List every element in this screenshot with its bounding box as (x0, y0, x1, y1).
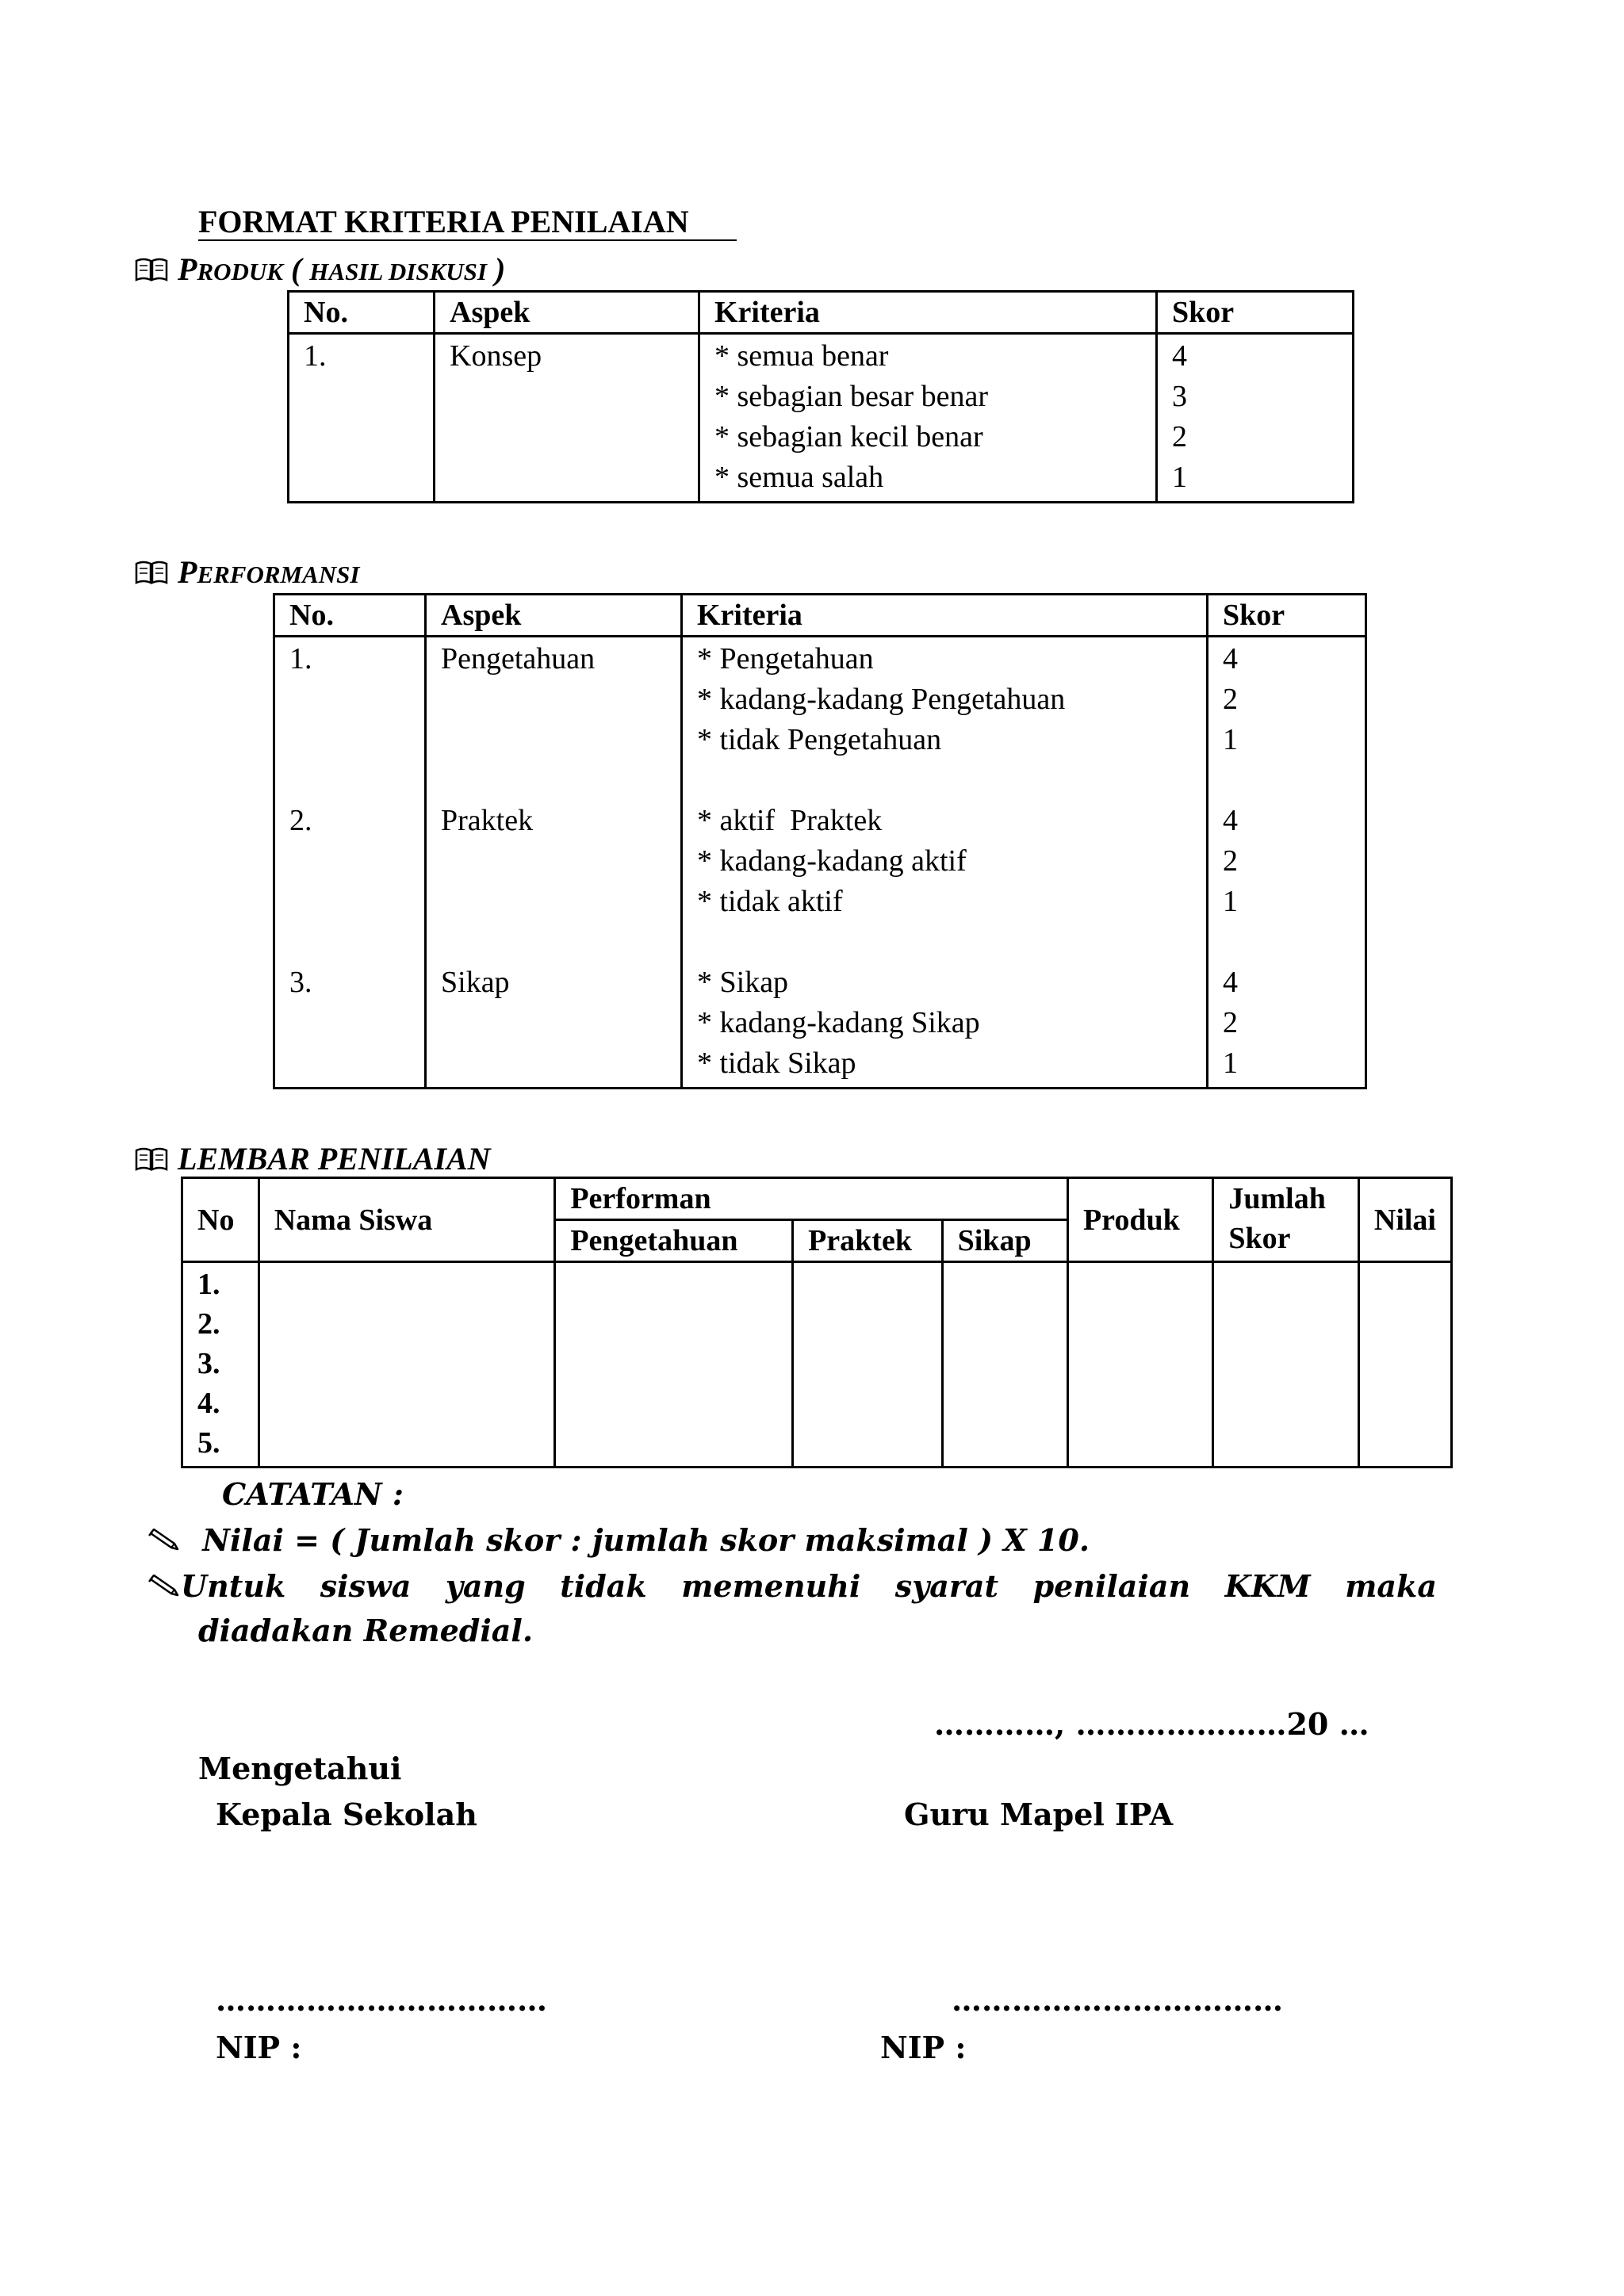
header-sikap: Sikap (942, 1220, 1067, 1262)
table-header-row (274, 595, 1366, 637)
note-2-line-2: diadakan Remedial. (198, 1613, 534, 1648)
header-praktek: Praktek (793, 1220, 943, 1262)
signature-line-right: …………………………… (952, 1982, 1283, 2018)
table-row (274, 637, 1366, 1089)
header-aspek: Aspek (426, 595, 682, 637)
cell-no: 1. (289, 334, 435, 503)
mengetahui-label: Mengetahui (198, 1751, 402, 1786)
header-jumlah-skor: Jumlah Skor (1213, 1178, 1359, 1262)
book-icon (135, 255, 168, 281)
date-line: …………, …………………20 … (934, 1706, 1369, 1742)
signature-line-left: …………………………… (216, 1982, 547, 2018)
table-header-row (289, 292, 1354, 334)
header-skor: Skor (1208, 595, 1366, 637)
kepala-sekolah-label: Kepala Sekolah (216, 1797, 477, 1832)
cell-praktek (793, 1262, 943, 1468)
cell-jumlah-skor (1213, 1262, 1359, 1468)
header-kriteria: Kriteria (682, 595, 1208, 637)
table-row (182, 1262, 1452, 1468)
cell-sikap (942, 1262, 1067, 1468)
cell-nama-siswa (259, 1262, 555, 1468)
nip-right: NIP : (880, 2030, 967, 2065)
note-2-line-1: Untuk siswa yang tidak memenuhi syarat penilaian KKM maka (147, 1568, 1437, 1604)
produk-heading: PRODUK ( HASIL DISKUSI ) (135, 252, 505, 289)
cell-aspek: Pengetahuan Praktek Sikap (426, 637, 682, 1089)
cell-kriteria: * semua benar * sebagian besar benar * sebagian kecil benar * semua salah (699, 334, 1157, 503)
cell-numbers: 1. 2. 3. 4. 5. (182, 1262, 259, 1468)
cell-kriteria: * Pengetahuan * kadang-kadang Pengetahuan * tidak Pengetahuan * aktif Praktek * kadang-kadang aktif * tidak aktif * Sikap * kadang-kadang Sikap * tidak Sikap (682, 637, 1208, 1089)
catatan-label: CATATAN : (222, 1476, 404, 1512)
pencil-icon (147, 1570, 181, 1594)
header-no: No. (289, 292, 435, 334)
cell-nilai (1358, 1262, 1451, 1468)
header-pengetahuan: Pengetahuan (555, 1220, 793, 1262)
cell-skor: 4 2 1 4 2 1 4 2 1 (1208, 637, 1366, 1089)
book-icon (135, 1145, 168, 1170)
cell-produk (1067, 1262, 1212, 1468)
performansi-table (273, 593, 1367, 1089)
cell-aspek: Konsep (435, 334, 699, 503)
nip-left: NIP : (216, 2030, 302, 2065)
header-produk: Produk (1067, 1178, 1212, 1262)
lembar-heading: LEMBAR PENILAIAN (135, 1142, 491, 1177)
page-title: FORMAT KRITERIA PENILAIAN (198, 205, 737, 241)
header-aspek: Aspek (435, 292, 699, 334)
produk-table (287, 290, 1354, 503)
guru-mapel-label: Guru Mapel IPA (904, 1797, 1174, 1832)
cell-pengetahuan (555, 1262, 793, 1468)
table-row (289, 334, 1354, 503)
header-no: No. (274, 595, 426, 637)
table-header-row (182, 1178, 1452, 1220)
header-no: No (182, 1178, 259, 1262)
pencil-icon (147, 1524, 181, 1548)
cell-skor: 4 3 2 1 (1157, 334, 1354, 503)
header-nama-siswa: Nama Siswa (259, 1178, 555, 1262)
header-kriteria: Kriteria (699, 292, 1157, 334)
header-skor: Skor (1157, 292, 1354, 334)
lembar-table (181, 1177, 1453, 1468)
header-nilai: Nilai (1358, 1178, 1451, 1262)
cell-no: 1. 2. 3. (274, 637, 426, 1089)
performansi-heading: PERFORMANSI (135, 555, 359, 592)
note-1: Nilai = ( Jumlah skor : jumlah skor maksimal ) X 10. (147, 1522, 1090, 1558)
header-performan: Performan (555, 1178, 1068, 1220)
book-icon (135, 558, 168, 584)
